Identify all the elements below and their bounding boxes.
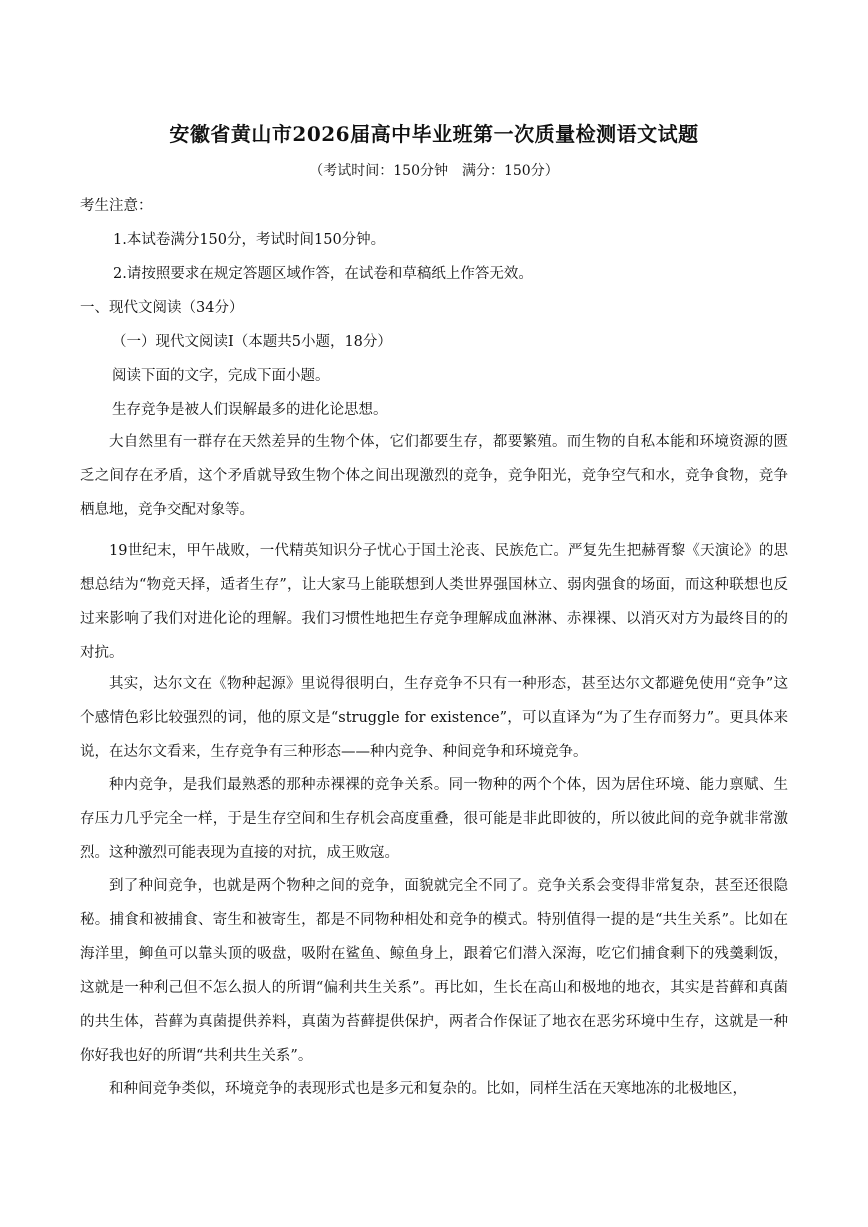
section-heading: 一、现代文阅读（34分）: [80, 300, 244, 316]
passage-paragraph: 其实，达尔文在《物种起源》里说得很明白，生存竞争不只有一种形态，甚至达尔文都避免使用“竞争”这个感情色彩比较强烈的词，他的原文是“struggle for existence”，可以直译为“为了生存而努力”。更具体来说，在达尔文看来，生存竞争有三种形态——种内竞争、种间竞争和环境竞争。: [80, 676, 788, 760]
passage-lead: 生存竞争是被人们误解最多的进化论思想。: [112, 402, 388, 418]
subsection-heading: （一）现代文阅读Ⅰ（本题共5小题，18分）: [112, 334, 392, 350]
passage-paragraph: 和种间竞争类似，环境竞争的表现形式也是多元和复杂的。比如，同样生活在天寒地冻的北极地区，: [109, 1081, 747, 1097]
reading-instruction: 阅读下面的文字，完成下面小题。: [112, 368, 330, 384]
notice-heading: 考生注意：: [80, 198, 153, 214]
page-title: 安徽省黄山市2026届高中毕业班第一次质量检测语文试题: [169, 122, 699, 146]
exam-info: （考试时间：150分钟 满分：150分）: [309, 163, 559, 179]
notice-item-2: 2.请按照要求在规定答题区域作答，在试卷和草稿纸上作答无效。: [113, 266, 533, 282]
passage-paragraph: 19世纪末，甲午战败，一代精英知识分子忧心于国土沦丧、民族危亡。严复先生把赫胥黎《天演论》的思想总结为“物竞天择，适者生存”，让大家马上能联想到人类世界强国林立、弱肉强食的场面，而这种联想也反过来影响了我们对进化论的理解。我们习惯性地把生存竞争理解成血淋淋、赤裸裸、以消灭对方为最终目的的对抗。: [80, 543, 788, 661]
passage-paragraph: 种内竞争，是我们最熟悉的那种赤裸裸的竞争关系。同一物种的两个个体，因为居住环境、能力禀赋、生存压力几乎完全一样，于是生存空间和生存机会高度重叠，很可能是非此即彼的，所以彼此间的竞争就非常激烈。这种激烈可能表现为直接的对抗，成王败寇。: [80, 777, 788, 861]
passage-paragraph: 大自然里有一群存在天然差异的生物个体，它们都要生存，都要繁殖。而生物的自私本能和环境资源的匮乏之间存在矛盾，这个矛盾就导致生物个体之间出现激烈的竞争，竞争阳光，竞争空气和水，竞争食物，竞争栖息地，竞争交配对象等。: [80, 434, 788, 518]
notice-item-1: 1.本试卷满分150分，考试时间150分钟。: [113, 232, 386, 248]
passage-paragraph: 到了种间竞争，也就是两个物种之间的竞争，面貌就完全不同了。竞争关系会变得非常复杂，甚至还很隐秘。捕食和被捕食、寄生和被寄生，都是不同物种相处和竞争的模式。特别值得一提的是“共生关系”。比如在海洋里，䲟鱼可以靠头顶的吸盘，吸附在鲨鱼、鲸鱼身上，跟着它们潜入深海，吃它们捕食剩下的残羹剩饭，这就是一种利己但不怎么损人的所谓“偏利共生关系”。再比如，生长在高山和极地的地衣，其实是苔藓和真菌的共生体，苔藓为真菌提供养料，真菌为苔藓提供保护，两者合作保证了地衣在恶劣环境中生存，这就是一种你好我也好的所谓“共利共生关系”。: [80, 878, 788, 1064]
